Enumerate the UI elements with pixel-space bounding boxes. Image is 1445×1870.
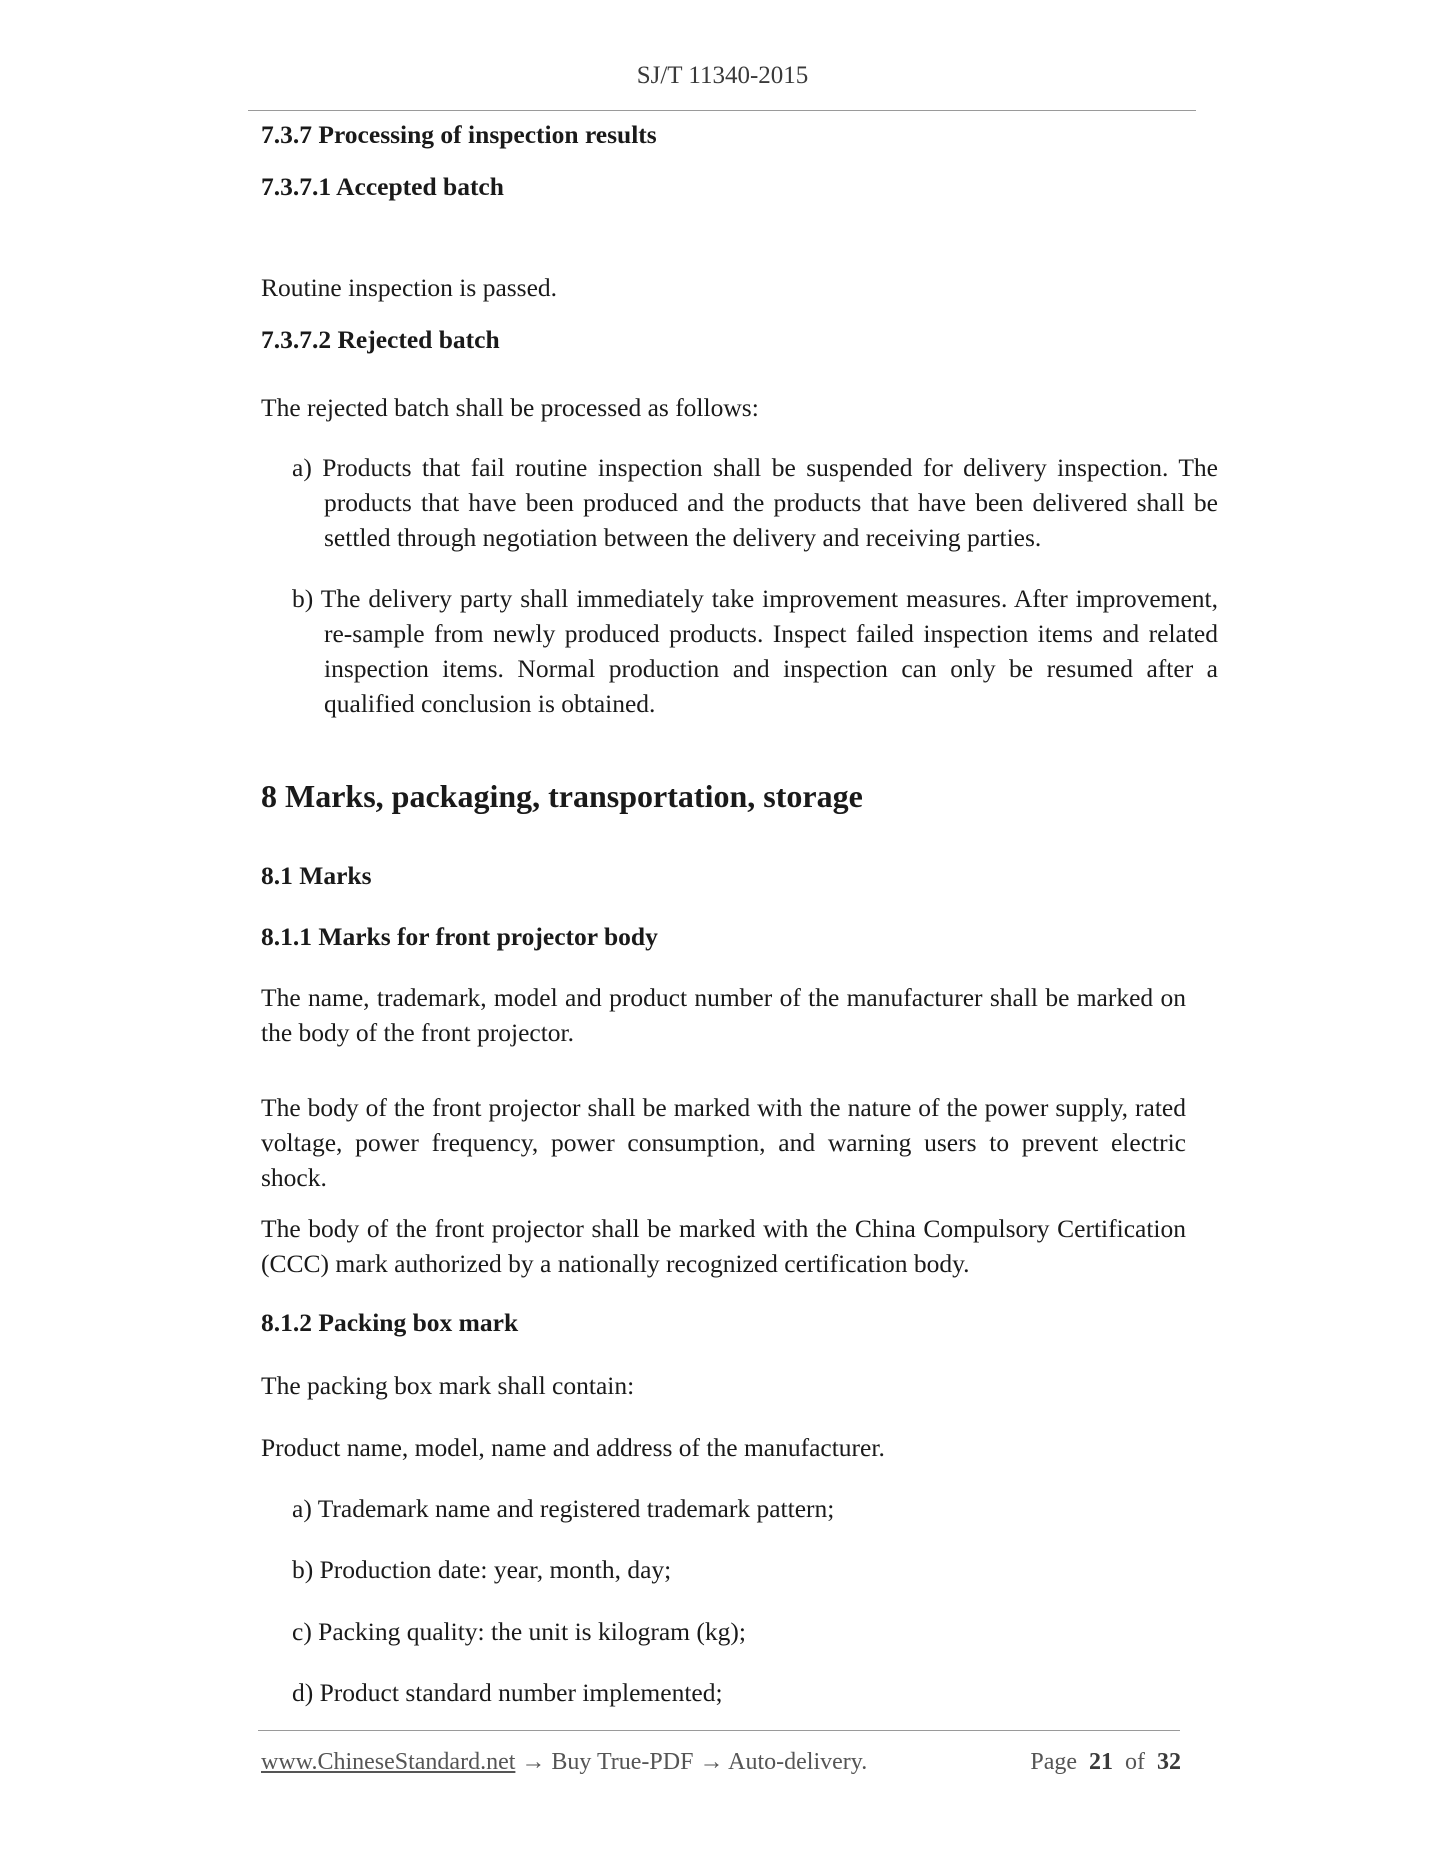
list-item-packing-d: d) Product standard number implemented; [292, 1678, 723, 1707]
list-item-packing-a: a) Trademark name and registered trademark pattern; [292, 1494, 835, 1523]
heading-section-8: 8 Marks, packaging, transportation, storage [261, 778, 863, 814]
heading-8-1-1: 8.1.1 Marks for front projector body [261, 922, 658, 951]
paragraph-packing-intro: The packing box mark shall contain: [261, 1371, 635, 1400]
heading-7-3-7: 7.3.7 Processing of inspection results [261, 120, 657, 149]
heading-8-1-2: 8.1.2 Packing box mark [261, 1308, 519, 1337]
auto-delivery-text: Auto-delivery. [728, 1749, 868, 1775]
heading-7-3-7-1: 7.3.7.1 Accepted batch [261, 172, 504, 201]
list-item-packing-c: c) Packing quality: the unit is kilogram (kg); [292, 1617, 746, 1646]
paragraph-routine-passed: Routine inspection is passed. [261, 273, 558, 302]
document-code-header: SJ/T 11340-2015 [636, 62, 809, 89]
site-link[interactable]: www.ChineseStandard.net [261, 1749, 516, 1775]
page-label: Page [1030, 1749, 1077, 1775]
arrow-right-icon: → [521, 1749, 546, 1775]
paragraph-power-marking: The body of the front projector shall be marked with the nature of the power supply, rated voltage, power frequency, power consumption, and warning users to prevent electric shock. [261, 1093, 1186, 1192]
list-item-packing-b: b) Production date: year, month, day; [292, 1555, 672, 1584]
arrow-right-icon: → [699, 1749, 724, 1775]
heading-8-1: 8.1 Marks [261, 861, 372, 890]
paragraph-manufacturer-marking: The name, trademark, model and product number of the manufacturer shall be marked on the body of the front projector. [261, 983, 1186, 1047]
header-divider [248, 110, 1196, 111]
of-label: of [1125, 1749, 1145, 1775]
paragraph-ccc-marking: The body of the front projector shall be marked with the China Compulsory Certification (CCC) mark authorized by a nationally recognized certification body. [261, 1214, 1186, 1278]
footer-divider [258, 1730, 1180, 1731]
paragraph-product-name-line: Product name, model, name and address of the manufacturer. [261, 1433, 885, 1462]
buy-pdf-text: Buy True-PDF [551, 1749, 694, 1775]
page-total: 32 [1157, 1749, 1181, 1775]
page-current: 21 [1089, 1749, 1113, 1775]
heading-7-3-7-2: 7.3.7.2 Rejected batch [261, 325, 500, 354]
footer-promo [261, 1745, 867, 1779]
list-item-rejected-b: b) The delivery party shall immediately take improvement measures. After improvement, re-sample from newly produced products. Inspect failed inspection items and related inspection items. Normal production and inspection can only be resumed after a qualified conclusion is obtained. [292, 584, 1218, 718]
list-item-rejected-a: a) Products that fail routine inspection shall be suspended for delivery inspection. The products that have been produced and the products that have been delivered shall be settled through negotiation between the delivery and receiving parties. [292, 453, 1218, 552]
paragraph-rejected-intro: The rejected batch shall be processed as follows: [261, 393, 759, 422]
page-indicator [1030, 1745, 1181, 1779]
